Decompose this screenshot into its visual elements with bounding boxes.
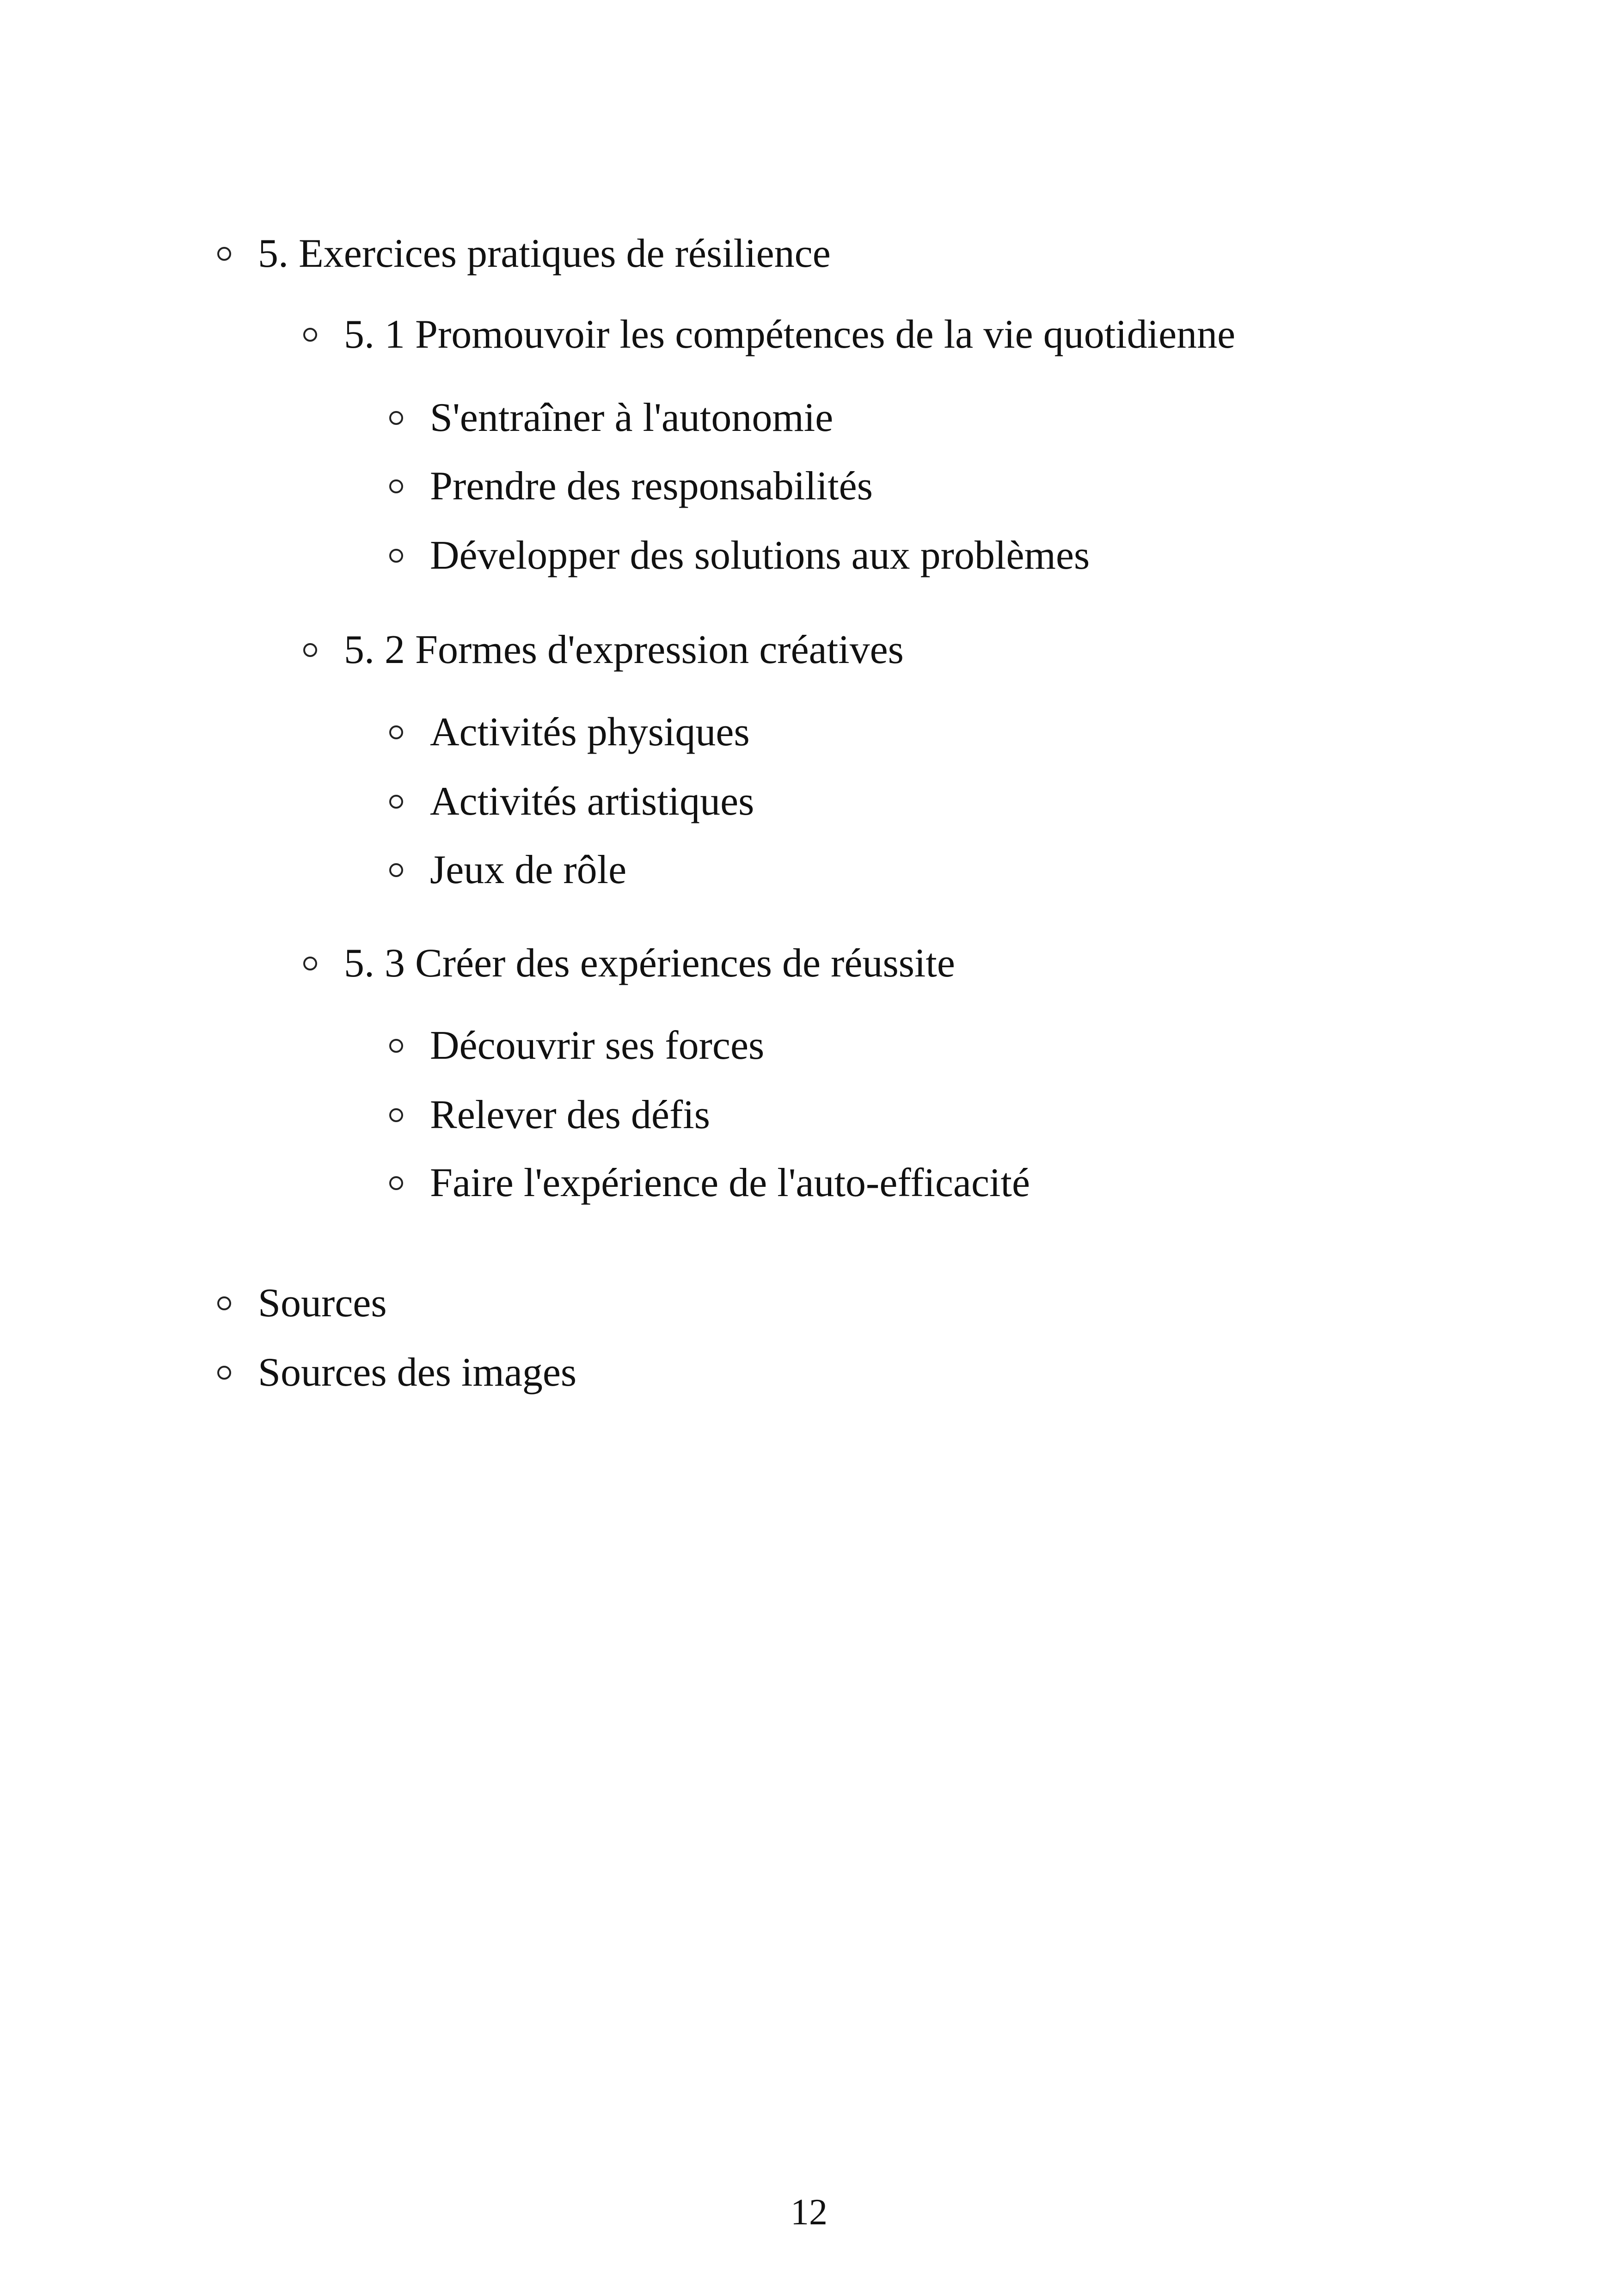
toc-item [389,1025,764,1066]
toc-item-label: Découvrir ses forces [430,1023,765,1068]
toc-item [389,712,750,753]
toc-item-label: Relever des défis [430,1093,710,1137]
toc-item-label: Développer des solutions aux problèmes [430,533,1090,578]
toc-item [389,1095,710,1136]
bullet-icon [389,411,403,425]
toc-item-label: Activités artistiques [430,779,754,824]
bullet-icon [389,479,403,493]
toc-item-label: Prendre des responsabilités [430,464,873,509]
toc-entry-label: Sources des images [258,1350,577,1395]
toc-item-label: Jeux de rôle [430,847,627,892]
bullet-icon [389,1176,403,1190]
toc-entry-label: 5. 3 Créer des expériences de réussite [344,941,955,986]
bullet-icon [217,1366,231,1380]
bullet-icon [389,1108,403,1122]
bullet-icon [389,725,403,739]
bullet-icon [389,863,403,877]
toc-item-label: S'entraîner à l'autonomie [430,395,834,440]
toc-item [389,1160,1030,1205]
toc-item [389,466,873,507]
toc-item [389,847,627,892]
bullet-icon [303,328,317,342]
bullet-icon [303,957,317,970]
bullet-icon [217,247,231,261]
toc-entry-label: 5. 1 Promouvoir les compétences de la vie quotidienne [344,312,1236,357]
toc-item-label: Faire l'expérience de l'auto-efficacité [430,1160,1030,1205]
toc-entry-section-5-3 [303,943,955,984]
toc-entry-label: 5. 2 Formes d'expression créatives [344,627,904,672]
toc-item-label: Activités physiques [430,710,750,755]
page-number: 12 [791,2192,827,2233]
toc-item [389,535,1090,576]
toc-entry-section-5 [217,233,831,274]
toc-entry-label: Sources [258,1281,387,1326]
toc-entry-sources [217,1283,387,1324]
bullet-icon [389,549,403,563]
toc-item [389,781,754,822]
toc-item [389,395,834,440]
bullet-icon [389,795,403,809]
bullet-icon [217,1296,231,1310]
toc-entry-label: 5. Exercices pratiques de résilience [258,231,831,276]
bullet-icon [303,643,317,657]
toc-entry-image-sources [217,1352,576,1393]
toc-entry-section-5-2 [303,627,904,672]
toc-entry-section-5-1 [303,314,1235,355]
bullet-icon [389,1039,403,1053]
